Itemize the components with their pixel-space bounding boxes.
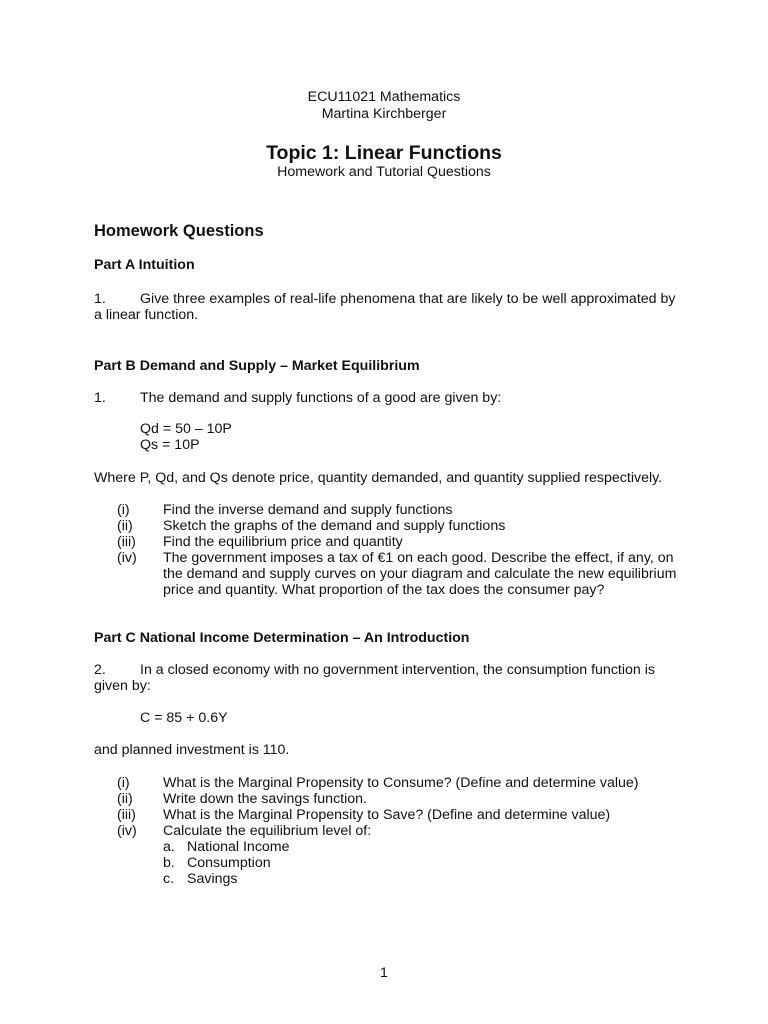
equation-consumption: C = 85 + 0.6Y: [140, 710, 228, 726]
list-item-number: (i): [117, 502, 130, 518]
page-number: 1: [380, 965, 388, 981]
question-text: Give three examples of real-life phenomena that are likely to be well approximated by: [140, 291, 676, 307]
list-item-text: Sketch the graphs of the demand and supply functions: [163, 518, 506, 534]
part-c-heading: Part C National Income Determination – An Introduction: [94, 630, 470, 646]
part-c-question-2: [94, 662, 655, 678]
course-code: ECU11021 Mathematics: [307, 89, 461, 105]
list-item-text-continuation: price and quantity. What proportion of the tax does the consumer pay?: [163, 582, 605, 598]
question-text: In a closed economy with no government intervention, the consumption function is: [140, 662, 655, 678]
sub-list-item-letter: a.: [163, 839, 175, 855]
list-item-text: The government imposes a tax of €1 on each good. Describe the effect, if any, on: [163, 550, 674, 566]
section-heading-homework: Homework Questions: [94, 222, 264, 240]
list-item-number: (iii): [117, 807, 136, 823]
list-item-text: Find the equilibrium price and quantity: [163, 534, 403, 550]
list-item-number: (iv): [117, 550, 137, 566]
part-a-heading: Part A Intuition: [94, 257, 195, 273]
sub-list-item-letter: c.: [163, 871, 175, 887]
question-number: 1.: [94, 291, 106, 307]
list-item-number: (ii): [117, 791, 133, 807]
page-subtitle: Homework and Tutorial Questions: [277, 164, 491, 180]
list-item-number: (ii): [117, 518, 133, 534]
equation-demand: Qd = 50 – 10P: [140, 421, 232, 437]
question-text-continuation: a linear function.: [94, 307, 199, 323]
list-item-number: (iii): [117, 534, 136, 550]
page-title: Topic 1: Linear Functions: [266, 142, 502, 164]
equation-supply: Qs = 10P: [140, 437, 200, 453]
definition-text: Where P, Qd, and Qs denote price, quantity demanded, and quantity supplied respectively.: [94, 470, 663, 486]
list-item-number: (i): [117, 775, 130, 791]
list-item-text: Write down the savings function.: [163, 791, 367, 807]
sub-list-item-text: National Income: [187, 839, 290, 855]
sub-list-item-text: Consumption: [187, 855, 271, 871]
question-text: The demand and supply functions of a good are given by:: [140, 390, 502, 406]
question-number: 1.: [94, 390, 106, 406]
part-b-heading: Part B Demand and Supply – Market Equilibrium: [94, 358, 420, 374]
list-item-text: Find the inverse demand and supply functions: [163, 502, 453, 518]
sub-list-item-text: Savings: [187, 871, 238, 887]
part-a-question-1: [94, 291, 675, 307]
investment-text: and planned investment is 110.: [94, 742, 290, 758]
part-b-question-1: [94, 390, 501, 406]
question-text-continuation: given by:: [94, 678, 151, 694]
list-item-number: (iv): [117, 823, 137, 839]
list-item-text: What is the Marginal Propensity to Consume? (Define and determine value): [163, 775, 639, 791]
author-name: Martina Kirchberger: [321, 106, 447, 122]
sub-list-item-letter: b.: [163, 855, 175, 871]
list-item-text: What is the Marginal Propensity to Save? (Define and determine value): [163, 807, 611, 823]
question-number: 2.: [94, 662, 106, 678]
list-item-text: Calculate the equilibrium level of:: [163, 823, 372, 839]
list-item-text-continuation: the demand and supply curves on your diagram and calculate the new equilibrium: [163, 566, 677, 582]
